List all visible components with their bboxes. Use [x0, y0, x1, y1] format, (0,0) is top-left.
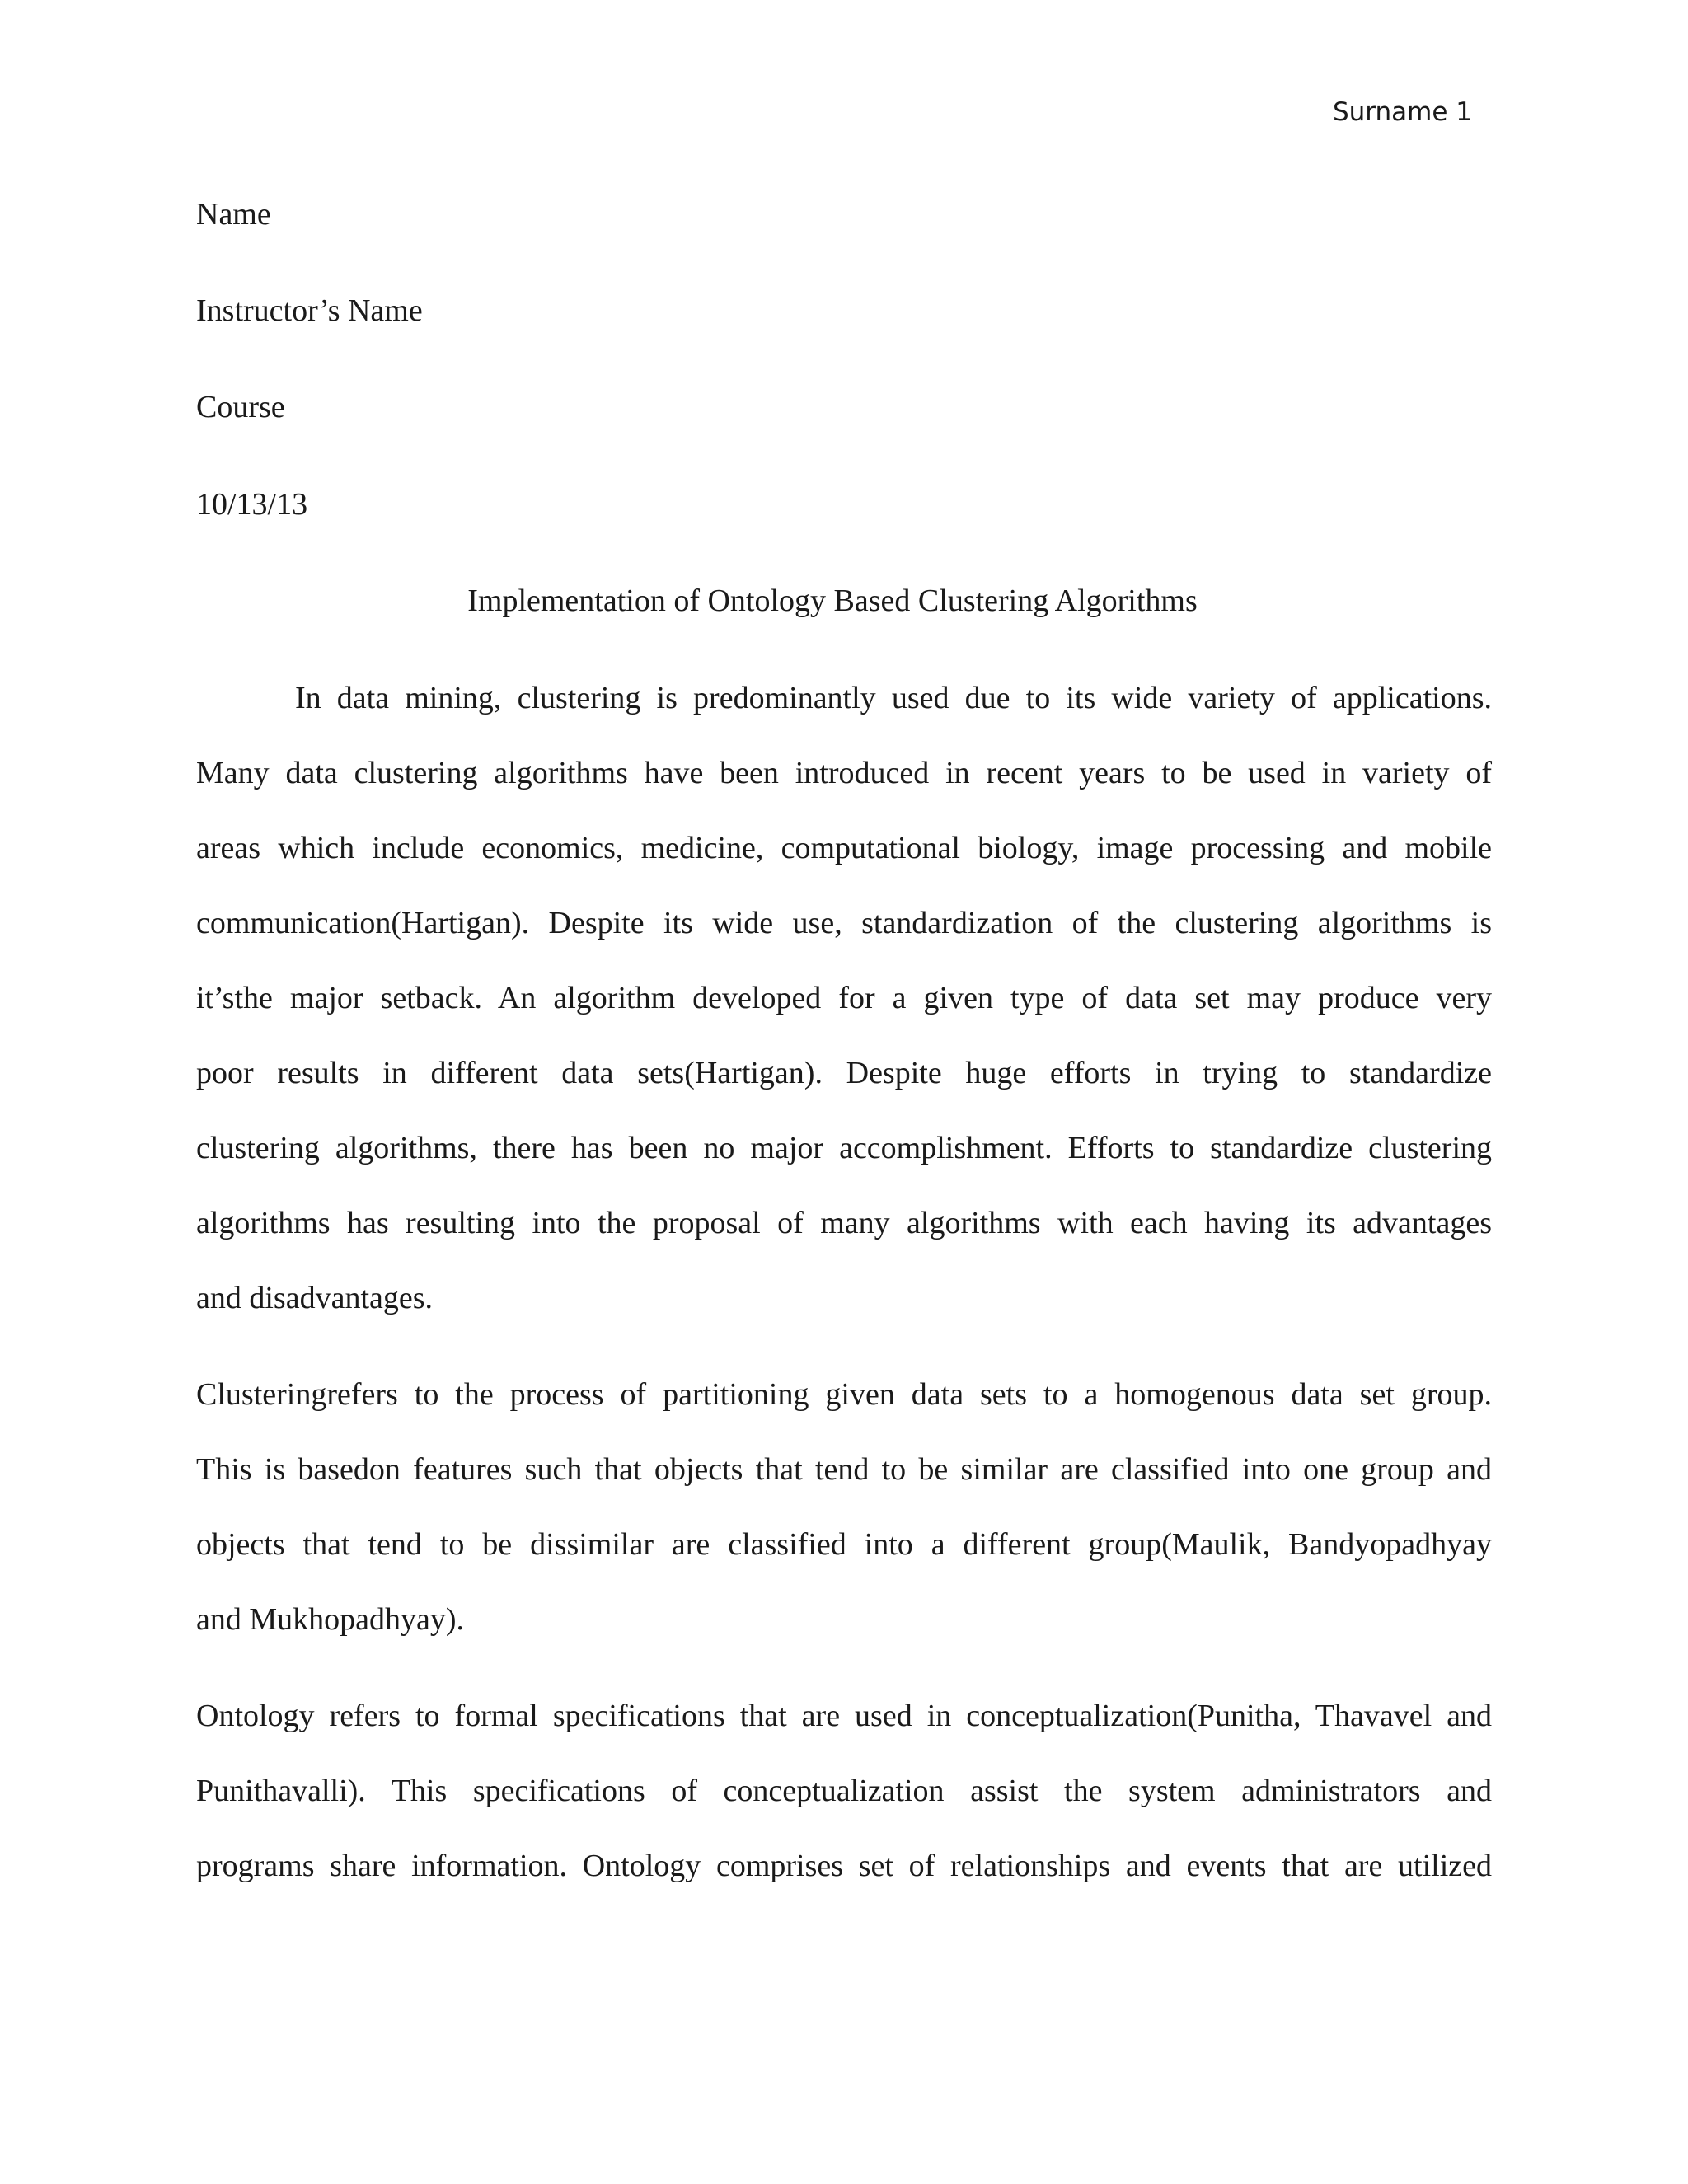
- paragraph-1-line-9: and disadvantages.: [196, 1281, 434, 1315]
- paragraph-1-line-1: In data mining, clustering is predominantly used due to its wide variety of applications.: [295, 681, 1492, 715]
- paragraph-1-line-8: algorithms has resulting into the proposal of many algorithms with each having its advantages: [196, 1206, 1492, 1240]
- paragraph-1-line-3: areas which include economics, medicine, computational biology, image processing and mobile: [196, 831, 1492, 865]
- student-name: Name: [196, 197, 271, 232]
- paragraph-1-line-4: communication(Hartigan). Despite its wide use, standardization of the clustering algorithms is: [196, 906, 1492, 940]
- paragraph-2-line-1: Clusteringrefers to the process of partitioning given data sets to a homogenous data set group.: [196, 1377, 1492, 1412]
- document-title: Implementation of Ontology Based Clustering Algorithms: [467, 583, 1198, 618]
- paragraph-2-line-2: This is basedon features such that objects that tend to be similar are classified into one group and: [196, 1452, 1492, 1487]
- paragraph-1-line-2: Many data clustering algorithms have been introduced in recent years to be used in variety of: [196, 756, 1492, 790]
- paragraph-1-line-7: clustering algorithms, there has been no major accomplishment. Efforts to standardize clustering: [196, 1131, 1492, 1165]
- instructor-name: Instructor’s Name: [196, 293, 423, 328]
- paragraph-2-line-3: objects that tend to be dissimilar are classified into a different group(Maulik, Bandyopadhyay: [196, 1527, 1492, 1562]
- paragraph-3-line-1: Ontology refers to formal specifications that are used in conceptualization(Punitha, Thavavel and: [196, 1699, 1492, 1733]
- paragraph-3-line-2: Punithavalli). This specifications of conceptualization assist the system administrators and: [196, 1774, 1492, 1808]
- document-date: 10/13/13: [196, 487, 308, 522]
- paragraph-3-line-3: programs share information. Ontology comprises set of relationships and events that are utilized: [196, 1849, 1492, 1883]
- paragraph-1-line-5: it’sthe major setback. An algorithm developed for a given type of data set may produce very: [196, 981, 1492, 1015]
- course-name: Course: [196, 390, 285, 424]
- paragraph-2-line-4: and Mukhopadhyay).: [196, 1602, 465, 1637]
- paragraph-1-line-6: poor results in different data sets(Hartigan). Despite huge efforts in trying to standardize: [196, 1056, 1492, 1090]
- running-head: Surname 1: [1332, 97, 1472, 127]
